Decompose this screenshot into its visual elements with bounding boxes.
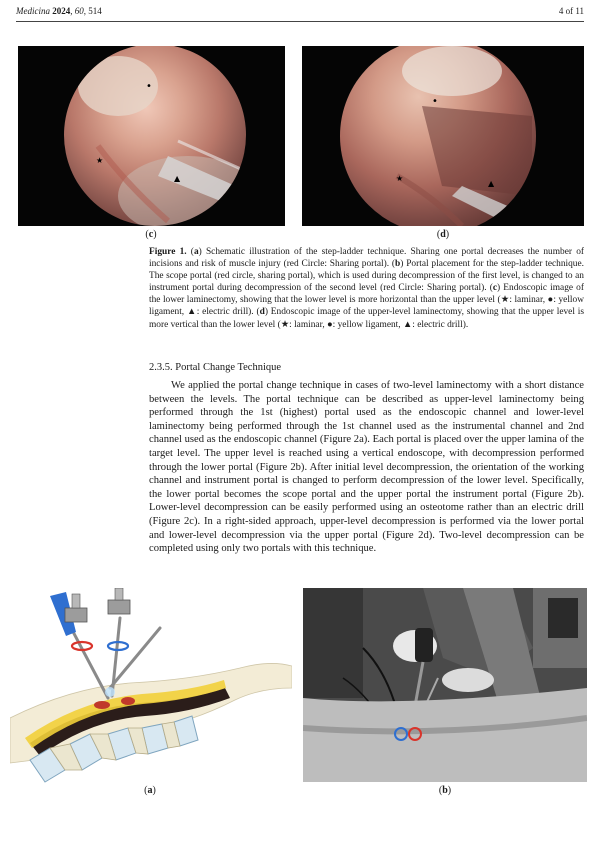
star-marker: ★	[96, 156, 104, 165]
caption-b-text: Portal placement for the step-ladder technique. The scope portal (red circle, sharing portal), which is used during decompression of the first level, is changed to an instrument portal during decompression of the second level (red Circle: Sharing portal).	[149, 259, 584, 294]
body-paragraph: We applied the portal change technique in cases of two-level laminectomy with a short distance between the levels. The portal technique can be described as upper-level laminectomy being performed through the 1st (highest) portal used as the endoscopic channel and lower-level laminectomy being performed through the 1st channel used as the instrumental channel and 2nd channel used as the endoscopic channel (Figure 2a). Each portal is placed over the upper lamina of the target level. The upper level is reached using a vertical endoscope, with decompression performed through the lower portal (Figure 2b). After initial level decompression, the orientation of the working channel and instrument portal is changed to perform decompression of the lower level. Specifically, the lower portal becomes the scope portal and the upper portal the instrument portal (Figure 2b). Lower-level decompression can be easily performed using an osteotome rather than an electric drill (Figure 2c). In a right-sided approach, upper-level decompression is performed via the lower portal and lower-level decompression via the upper portal (Figure 2d). Two-level decompression can be completed using only two portals with this technique.	[149, 380, 584, 555]
panel-a-letter: a	[147, 785, 153, 796]
dot-marker: •	[432, 96, 438, 107]
endoscopic-image-d	[302, 46, 584, 226]
caption-c-text: Endoscopic image of the lower laminectomy, showing that the lower level is more horizontal than the upper level (★: laminar, ●: yellow ligament, ▲: electric drill).	[149, 283, 584, 318]
panel-b-label: (b)	[438, 785, 452, 796]
panel-d-label: (d)	[436, 229, 450, 240]
caption-a-text: Schematic illustration of the step-ladder technique. Sharing one portal decreases the number of incisions and risk of muscle injury (red Circle: Sharing portal).	[149, 247, 585, 270]
schematic-illustration	[10, 588, 292, 784]
triangle-marker: ▲	[174, 174, 181, 183]
star-marker: ★	[396, 174, 404, 183]
spine-schematic	[10, 588, 292, 784]
panel-c-letter: c	[148, 229, 154, 240]
triangle-marker: ▲	[488, 179, 495, 188]
panel-d-letter: d	[440, 229, 446, 240]
endo-d-overlay	[302, 46, 584, 226]
journal-volume: 60	[74, 6, 84, 16]
or-photo-drawing	[303, 588, 587, 782]
panel-b-letter: b	[442, 785, 448, 796]
panel-a-label: (a)	[144, 785, 156, 796]
operating-room-photo	[303, 588, 587, 782]
panel-c-label: (c)	[145, 229, 157, 240]
dot-marker: •	[146, 81, 152, 92]
caption-c-tag: c	[492, 283, 498, 294]
figure-caption: Figure 1. (a) Schematic illustration of the step-ladder technique. Sharing one portal decreases the number of incisions and risk of muscle injury (red Circle: Sharing portal). (b) Portal placement for the step-ladder technique. The scope portal (red circle, sharing portal), which is used during decompression of the first level, is changed to an instrument portal during decompression of the second level (red Circle: Sharing portal). (c) Endoscopic image of the lower laminectomy, showing that the lower level is more horizontal than the upper level (★: laminar, ●: yellow ligament, ▲: electric drill). (d) Endoscopic image of the upper-level laminectomy, showing that the upper level is more vertical than the lower level (★: laminar, ●: yellow ligament, ▲: electric drill).	[149, 247, 585, 330]
header-rule	[16, 21, 584, 22]
caption-b-tag: b	[395, 259, 401, 270]
endoscopic-image-c	[18, 46, 285, 226]
caption-a-tag: a	[193, 247, 199, 257]
page-number: 4 of 11	[558, 6, 584, 16]
caption-d-tag: d	[259, 307, 265, 318]
section-heading: 2.3.5. Portal Change Technique	[149, 362, 282, 373]
journal-year: 2024	[52, 6, 71, 16]
caption-d-text: Endoscopic image of the upper-level laminectomy, showing that the upper level is more vertical than the lower level (★: laminar, ●: yellow ligament, ▲: electric drill).	[149, 307, 585, 330]
page-header	[16, 4, 584, 18]
endo-c-overlay	[18, 46, 285, 226]
journal-name: Medicina	[16, 6, 50, 16]
journal-citation: Medicina 2024, 60, 514	[16, 6, 102, 16]
caption-label: Figure 1.	[149, 247, 187, 257]
article-number: 514	[88, 6, 102, 16]
